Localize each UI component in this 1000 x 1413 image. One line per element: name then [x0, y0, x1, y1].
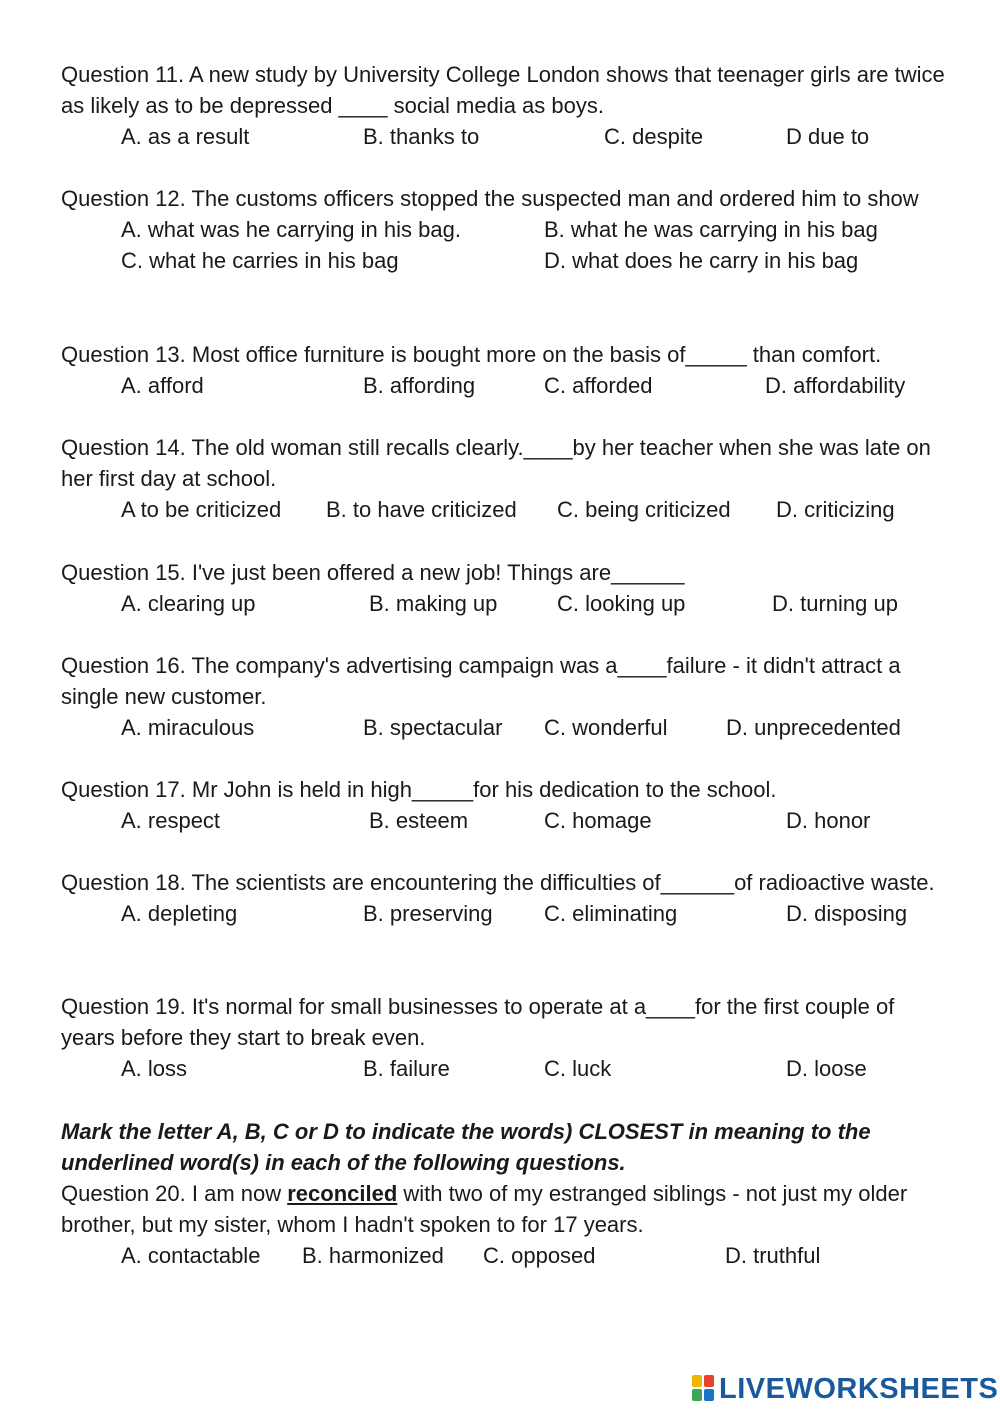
liveworksheets-logo-icon [692, 1375, 716, 1403]
liveworksheets-logo-text: LIVEWORKSHEETS [719, 1372, 999, 1405]
question-11-option-c[interactable]: C. despite [604, 124, 704, 149]
question-12-option-b[interactable]: B. what he was carrying in his bag [544, 217, 878, 242]
question-17-stem: Question 17. Mr John is held in high_____for his dedication to the school. [61, 777, 777, 802]
question-11-stem: Question 11. A new study by University College London shows that teenager girls are twice as likely as to be depressed ____ social media as boys. [61, 62, 945, 118]
question-15-option-d[interactable]: D. turning up [772, 591, 898, 616]
question-16-option-d[interactable]: D. unprecedented [726, 715, 901, 740]
question-16-stem: Question 16. The company's advertising campaign was a____failure - it didn't attract a single new customer. [61, 653, 901, 709]
question-19 [61, 991, 951, 1084]
question-17 [61, 774, 951, 836]
question-20 [61, 1178, 951, 1271]
question-13-option-b[interactable]: B. affording [363, 373, 476, 398]
question-15-option-c[interactable]: C. looking up [557, 591, 686, 616]
question-12-option-a[interactable]: A. what was he carrying in his bag. [121, 217, 461, 242]
question-14 [61, 432, 951, 525]
question-12-options-row-1 [61, 214, 951, 245]
question-11-options [61, 121, 951, 152]
question-17-option-b[interactable]: B. esteem [369, 808, 469, 833]
question-13 [61, 339, 951, 401]
question-18-option-a[interactable]: A. depleting [121, 901, 238, 926]
question-20-underlined-word: reconciled [287, 1181, 398, 1206]
question-16-option-a[interactable]: A. miraculous [121, 715, 255, 740]
question-20-option-c[interactable]: C. opposed [483, 1243, 596, 1268]
question-15-options [61, 588, 951, 619]
question-18-option-b[interactable]: B. preserving [363, 901, 493, 926]
question-16-options [61, 712, 951, 743]
question-20-option-b[interactable]: B. harmonized [302, 1243, 444, 1268]
question-13-options [61, 370, 951, 401]
question-17-option-d[interactable]: D. honor [786, 808, 871, 833]
question-13-option-c[interactable]: C. afforded [544, 373, 653, 398]
question-20-stem-before: Question 20. I am now [61, 1181, 288, 1206]
question-12-options-row-2 [61, 245, 951, 276]
question-20-stem-after: with two of my estranged siblings - not just my older brother, but my sister, whom I hadn't spoken to for 17 years. [61, 1181, 908, 1237]
question-16-option-b[interactable]: B. spectacular [363, 715, 503, 740]
question-14-option-a[interactable]: A to be criticized [121, 497, 282, 522]
question-15-stem: Question 15. I've just been offered a new job! Things are______ [61, 560, 685, 585]
question-14-option-c[interactable]: C. being criticized [557, 497, 731, 522]
question-16-option-c[interactable]: C. wonderful [544, 715, 668, 740]
question-18-stem: Question 18. The scientists are encountering the difficulties of______of radioactive waste. [61, 870, 935, 895]
question-19-option-a[interactable]: A. loss [121, 1056, 188, 1081]
question-14-option-d[interactable]: D. criticizing [776, 497, 895, 522]
question-20-option-d[interactable]: D. truthful [725, 1243, 821, 1268]
question-15-option-a[interactable]: A. clearing up [121, 591, 256, 616]
question-12-stem: Question 12. The customs officers stopped the suspected man and ordered him to show [61, 186, 919, 211]
question-18-option-c[interactable]: C. eliminating [544, 901, 678, 926]
question-12-option-c[interactable]: C. what he carries in his bag [121, 248, 399, 273]
question-18-options [61, 898, 951, 929]
question-14-option-b[interactable]: B. to have criticized [326, 497, 517, 522]
question-20-option-a[interactable]: A. contactable [121, 1243, 261, 1268]
question-12-option-d[interactable]: D. what does he carry in his bag [544, 248, 859, 273]
question-16 [61, 650, 951, 743]
question-11-option-b[interactable]: B. thanks to [363, 124, 480, 149]
question-17-options [61, 805, 951, 836]
liveworksheets-logo [692, 1372, 998, 1406]
question-13-option-d[interactable]: D. affordability [765, 373, 906, 398]
question-11-option-d[interactable]: D due to [786, 124, 870, 149]
question-19-option-d[interactable]: D. loose [786, 1056, 867, 1081]
question-20-stem [61, 1178, 951, 1240]
question-11 [61, 59, 951, 152]
question-12 [61, 183, 951, 276]
question-20-options [61, 1240, 951, 1271]
question-13-stem: Question 13. Most office furniture is bought more on the basis of_____ than comfort. [61, 342, 882, 367]
question-14-stem: Question 14. The old woman still recalls clearly.____by her teacher when she was late on her first day at school. [61, 435, 931, 491]
question-15-option-b[interactable]: B. making up [369, 591, 498, 616]
question-19-option-c[interactable]: C. luck [544, 1056, 612, 1081]
question-13-option-a[interactable]: A. afford [121, 373, 204, 398]
question-18-option-d[interactable]: D. disposing [786, 901, 908, 926]
question-14-options [61, 494, 951, 525]
section-instruction: Mark the letter A, B, C or D to indicate the words) CLOSEST in meaning to the underlined word(s) in each of the following questions. [61, 1119, 871, 1175]
question-19-stem: Question 19. It's normal for small businesses to operate at a____for the first couple of years before they start to break even. [61, 994, 895, 1050]
question-11-option-a[interactable]: A. as a result [121, 124, 250, 149]
question-19-option-b[interactable]: B. failure [363, 1056, 450, 1081]
question-15 [61, 557, 951, 619]
question-17-option-a[interactable]: A. respect [121, 808, 221, 833]
question-19-options [61, 1053, 951, 1084]
question-17-option-c[interactable]: C. homage [544, 808, 652, 833]
question-18 [61, 867, 951, 929]
